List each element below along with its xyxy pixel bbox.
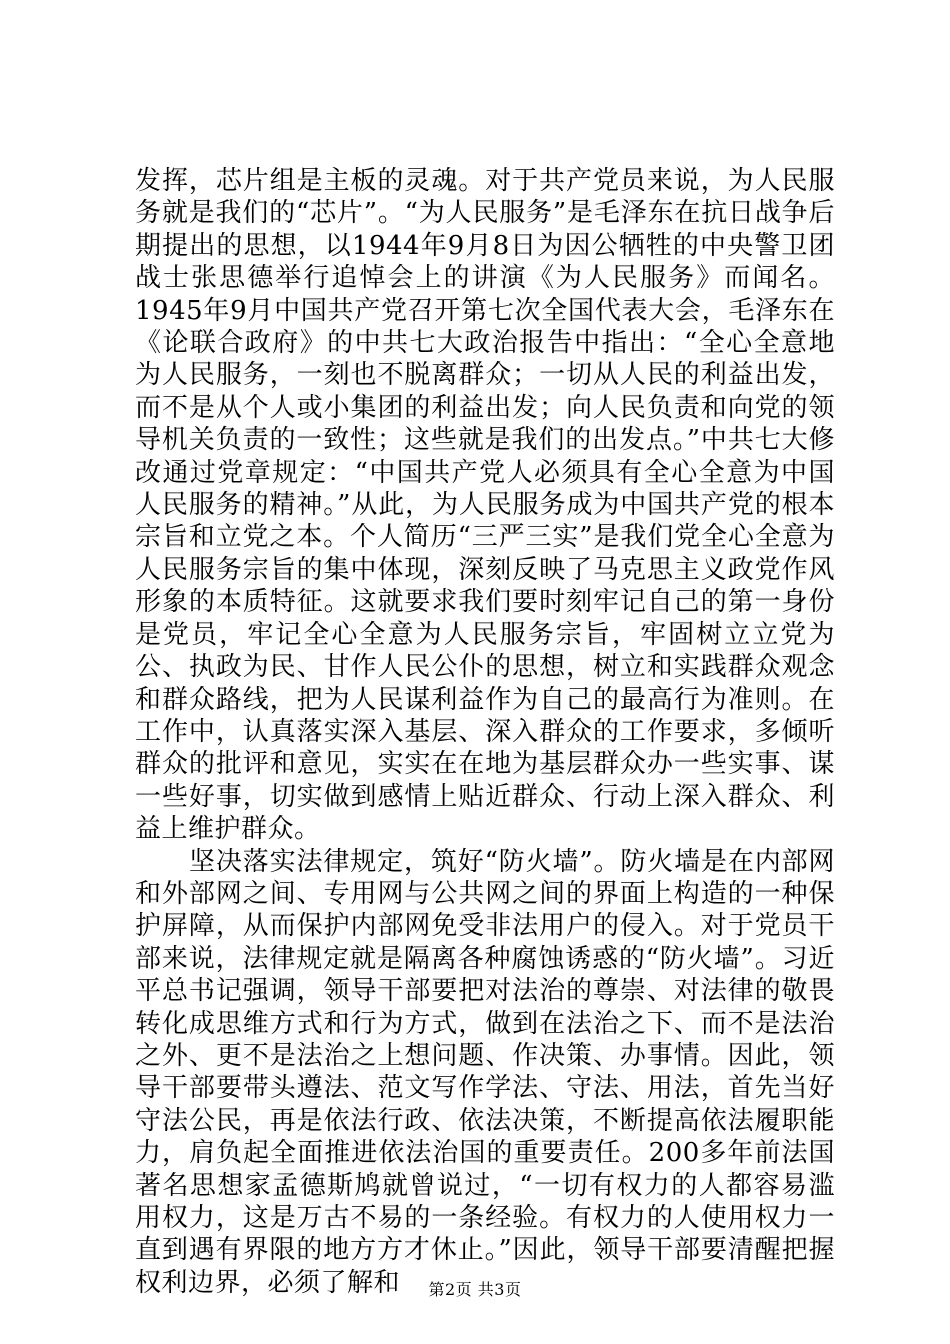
- page-number-label: 第2页 共3页: [428, 1280, 522, 1299]
- paragraph-1: 发挥，芯片组是主板的灵魂。对于共产党员来说，为人民服务就是我们的“芯片”。“为人民服务”是毛泽东在抗日战争后期提出的思想，以1944年9月8日为因公牺牲的中央警卫团战士张思德举行追悼会上的讲演《为人民服务》而闻名。1945年9月中国共产党召开第七次全国代表大会，毛泽东在《论联合政府》的中共七大政治报告中指出：“全心全意地为人民服务，一刻也不脱离群众；一切从人民的利益出发，而不是从个人或小集团的利益出发；向人民负责和向党的领导机关负责的一致性；这些就是我们的出发点。”中共七大修改通过党章规定：“中国共产党人必须具有全心全意为中国人民服务的精神。”从此，为人民服务成为中国共产党的根本宗旨和立党之本。个人简历“三严三实”是我们党全心全意为人民服务宗旨的集中体现，深刻反映了马克思主义政党作风形象的本质特征。这就要求我们要时刻牢记自己的第一身份是党员，牢记全心全意为人民服务宗旨，牢固树立立党为公、执政为民、甘作人民公仆的思想，树立和实践群众观念和群众路线，把为人民谋利益作为自己的最高行为准则。在工作中，认真落实深入基层、深入群众的工作要求，多倾听群众的批评和意见，实实在在地为基层群众办一些实事、谋一些好事，切实做到感情上贴近群众、行动上深入群众、利益上维护群众。: [135, 166, 835, 845]
- page-footer: [0, 1280, 950, 1300]
- document-body: [135, 165, 835, 1299]
- paragraph-2: 坚决落实法律规定，筑好“防火墙”。防火墙是在内部网和外部网之间、专用网与公共网之间的界面上构造的一种保护屏障，从而保护内部网免受非法用户的侵入。对于党员干部来说，法律规定就是隔离各种腐蚀诱惑的“防火墙”。习近平总书记强调，领导干部要把对法治的尊崇、对法律的敬畏转化成思维方式和行为方式，做到在法治之下、而不是法治之外、更不是法治之上想问题、作决策、办事情。因此，领导干部要带头遵法、范文写作学法、守法、用法，首先当好守法公民，再是依法行政、依法决策，不断提高依法履职能力，肩负起全面推进依法治国的重要责任。200多年前法国著名思想家孟德斯鸠就曾说过，“一切有权力的人都容易滥用权力，这是万古不易的一条经验。有权力的人使用权力一直到遇有界限的地方方才休止。”因此，领导干部要清醒把握权利边界，必须了解和: [135, 846, 835, 1298]
